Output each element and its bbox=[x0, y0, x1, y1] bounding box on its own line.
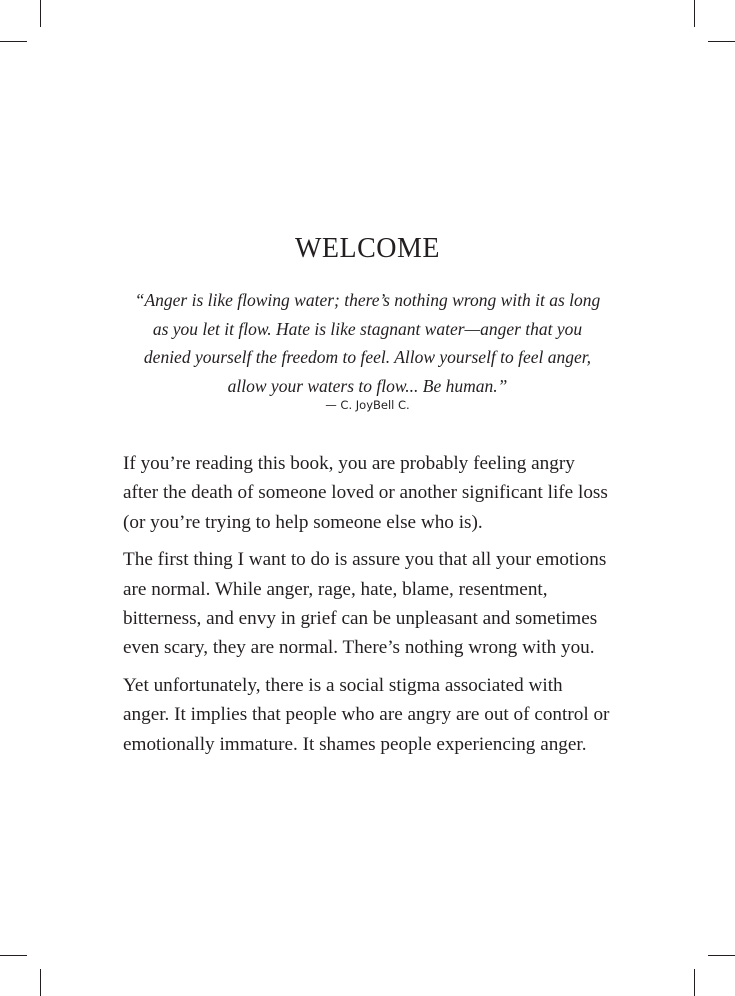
epigraph-line: “Anger is like flowing water; there’s nothing wrong with it as long bbox=[134, 290, 601, 310]
crop-mark-bottom-left-vertical bbox=[40, 969, 41, 996]
crop-mark-bottom-left-horizontal bbox=[0, 955, 27, 956]
paragraph: If you’re reading this book, you are probably feeling angry after the death of someone loved or another significant life loss (or you’re trying to help someone else who is). bbox=[123, 453, 608, 533]
crop-mark-top-right-horizontal bbox=[708, 41, 735, 42]
paragraph: The first thing I want to do is assure you that all your emotions are normal. While anger, rage, hate, blame, resentment, bitterness, and envy in grief can be unpleasant and sometimes even scary, they are normal. There’s nothing wrong with you. bbox=[123, 549, 607, 659]
epigraph-attribution: — C. JoyBell C. bbox=[325, 398, 410, 412]
epigraph-line: allow your waters to flow... Be human.” bbox=[227, 375, 508, 396]
crop-mark-top-left-horizontal bbox=[0, 41, 27, 42]
crop-mark-bottom-right-horizontal bbox=[708, 955, 735, 956]
paragraph: Yet unfortunately, there is a social stigma associated with anger. It implies that people who are angry are out of control or emotionally immature. It shames people experiencing anger. bbox=[123, 674, 610, 755]
body-text bbox=[123, 449, 613, 767]
epigraph-quote bbox=[120, 286, 615, 400]
crop-mark-top-right-vertical bbox=[694, 0, 695, 27]
crop-mark-top-left-vertical bbox=[40, 0, 41, 27]
crop-mark-bottom-right-vertical bbox=[694, 969, 695, 996]
epigraph-line: denied yourself the freedom to feel. Allow yourself to feel anger, bbox=[143, 347, 592, 367]
page-title: WELCOME bbox=[294, 233, 441, 264]
epigraph-line: as you let it flow. Hate is like stagnant water—anger that you bbox=[152, 318, 583, 339]
